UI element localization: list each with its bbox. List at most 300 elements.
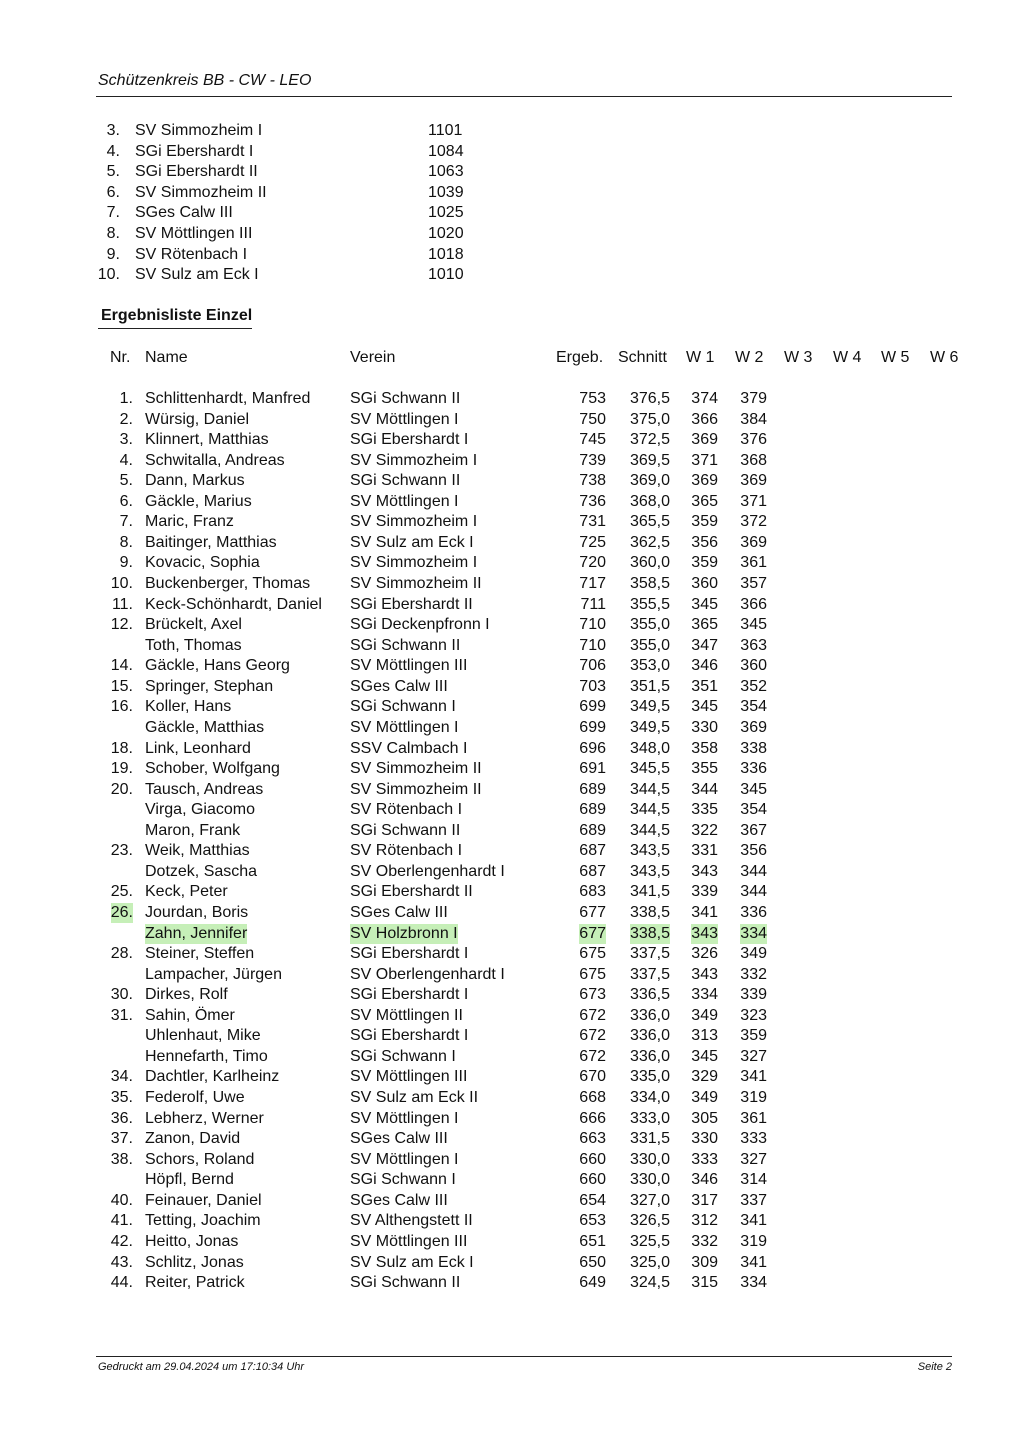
rank-cell: 37. (110, 1130, 133, 1148)
result-cell: 677 (579, 924, 606, 942)
club-cell: SGi Schwann II (350, 472, 461, 490)
w2-cell: 345 (740, 780, 767, 798)
club-cell: SV Möttlingen III (350, 1232, 468, 1250)
w2-cell: 327 (740, 1047, 767, 1065)
rank-cell: 40. (110, 1191, 133, 1209)
rank-cell: 14. (110, 657, 133, 675)
rank-cell: 4. (119, 451, 133, 469)
name-cell: Gäckle, Marius (145, 492, 252, 510)
result-cell: 710 (579, 636, 606, 654)
w2-cell: 359 (740, 1027, 767, 1045)
table-row (0, 1211, 1024, 1231)
team-score: 1084 (428, 142, 464, 160)
w2-cell: 354 (740, 801, 767, 819)
w1-cell: 349 (691, 1089, 718, 1107)
rank-cell: 43. (110, 1253, 133, 1271)
name-cell: Maron, Frank (145, 821, 241, 839)
name-cell: Lampacher, Jürgen (145, 965, 282, 983)
club-cell: SV Simmozheim II (350, 760, 482, 778)
average-cell: 355,0 (629, 616, 670, 634)
rank-cell: 36. (110, 1109, 133, 1127)
w1-cell: 330 (691, 1130, 718, 1148)
w2-cell: 319 (740, 1089, 767, 1107)
w1-cell: 313 (691, 1027, 718, 1045)
name-cell: Virga, Giacomo (145, 801, 255, 819)
w1-cell: 333 (691, 1150, 718, 1168)
result-cell: 689 (579, 801, 606, 819)
w1-cell: 365 (691, 492, 718, 510)
average-cell: 349,5 (629, 718, 670, 736)
average-cell: 344,5 (629, 780, 670, 798)
w1-cell: 351 (691, 677, 718, 695)
average-cell: 365,5 (629, 513, 670, 531)
club-cell: SGi Ebershardt I (350, 986, 469, 1004)
table-row (0, 1191, 1024, 1211)
team-rank: 6. (106, 183, 120, 201)
w2-cell: 345 (740, 616, 767, 634)
w2-cell: 319 (740, 1232, 767, 1250)
table-row (0, 553, 1024, 573)
name-cell: Tausch, Andreas (145, 780, 264, 798)
result-cell: 691 (579, 760, 606, 778)
table-row (0, 924, 1024, 944)
name-cell: Uhlenhaut, Mike (145, 1027, 261, 1045)
result-cell: 651 (579, 1232, 606, 1250)
w1-cell: 365 (691, 616, 718, 634)
table-row (0, 512, 1024, 532)
average-cell: 326,5 (629, 1212, 670, 1230)
w2-cell: 336 (740, 904, 767, 921)
result-cell: 654 (579, 1191, 606, 1209)
table-row (0, 1067, 1024, 1087)
result-cell: 720 (579, 554, 606, 572)
w2-cell: 369 (740, 472, 767, 490)
average-cell: 327,0 (629, 1191, 670, 1209)
rank-cell: 11. (111, 595, 133, 613)
section-underline (98, 328, 252, 329)
name-cell: Springer, Stephan (145, 677, 274, 695)
result-cell: 689 (579, 821, 606, 839)
rank-cell: 9. (119, 554, 133, 572)
result-cell: 736 (579, 492, 606, 510)
w2-cell: 336 (740, 760, 767, 778)
rank-cell: 12. (110, 616, 133, 634)
w2-cell: 341 (740, 1253, 767, 1271)
column-headers (0, 348, 1024, 368)
result-cell: 675 (579, 945, 606, 963)
rank-cell: 30. (110, 986, 133, 1004)
w1-cell: 346 (691, 1171, 718, 1189)
rank-cell: 19. (110, 760, 133, 778)
average-cell: 337,5 (629, 945, 670, 963)
table-row (0, 862, 1024, 882)
name-cell: Gäckle, Matthias (145, 718, 265, 736)
rank-cell: 31. (110, 1006, 133, 1024)
team-score: 1063 (428, 163, 464, 181)
w1-cell: 346 (691, 657, 718, 675)
col-header-w1: W 1 (686, 349, 715, 366)
w1-cell: 326 (691, 945, 718, 963)
col-header-w6: W 6 (930, 349, 959, 366)
average-cell: 344,5 (629, 821, 670, 839)
average-cell: 344,5 (629, 801, 670, 819)
team-name: SGi Ebershardt I (135, 142, 254, 160)
average-cell: 372,5 (629, 431, 670, 449)
club-cell: SGi Schwann II (350, 1274, 461, 1292)
average-cell: 336,0 (629, 1027, 670, 1045)
average-cell: 336,5 (629, 986, 670, 1004)
average-cell: 343,5 (629, 842, 670, 860)
name-cell: Sahin, Ömer (145, 1006, 235, 1024)
rank-cell: 7. (119, 513, 133, 531)
table-row (0, 1088, 1024, 1108)
w1-cell: 371 (691, 451, 718, 469)
rank-cell: 26. (110, 904, 133, 921)
w1-cell: 305 (691, 1109, 718, 1127)
w1-cell: 330 (691, 718, 718, 736)
w1-cell: 334 (691, 986, 718, 1004)
average-cell: 358,5 (629, 575, 670, 593)
table-row (0, 1232, 1024, 1252)
w2-cell: 337 (740, 1191, 767, 1209)
name-cell: Feinauer, Daniel (145, 1191, 262, 1209)
w2-cell: 323 (740, 1006, 767, 1024)
w2-cell: 333 (740, 1130, 767, 1148)
average-cell: 330,0 (629, 1171, 670, 1189)
club-cell: SV Simmozheim II (350, 575, 482, 593)
rank-cell: 34. (110, 1068, 133, 1086)
team-rank: 5. (106, 163, 120, 181)
name-cell: Höpfl, Bernd (145, 1171, 234, 1189)
name-cell: Weik, Matthias (145, 842, 250, 860)
result-cell: 683 (579, 883, 606, 901)
result-cell: 706 (579, 657, 606, 675)
result-cell: 650 (579, 1253, 606, 1271)
w1-cell: 359 (691, 554, 718, 572)
average-cell: 324,5 (629, 1274, 670, 1292)
club-cell: SGes Calw III (350, 1191, 448, 1209)
name-cell: Buckenberger, Thomas (145, 575, 311, 593)
name-cell: Zahn, Jennifer (145, 924, 248, 942)
w1-cell: 345 (691, 698, 718, 716)
col-header-nr: Nr. (110, 349, 131, 366)
club-cell: SV Althengstett II (350, 1212, 473, 1230)
name-cell: Baitinger, Matthias (145, 533, 277, 551)
result-cell: 660 (579, 1150, 606, 1168)
col-header-name: Name (145, 349, 188, 366)
average-cell: 348,0 (629, 739, 670, 757)
name-cell: Brückelt, Axel (145, 616, 242, 634)
w1-cell: 343 (691, 965, 718, 983)
w1-cell: 355 (691, 760, 718, 778)
name-cell: Kovacic, Sophia (145, 554, 260, 572)
rank-cell: 44. (110, 1274, 133, 1292)
club-cell: SV Oberlengenhardt I (350, 965, 505, 983)
w2-cell: 357 (740, 575, 767, 593)
average-cell: 351,5 (629, 677, 670, 695)
w1-cell: 322 (691, 821, 718, 839)
name-cell: Zanon, David (145, 1130, 241, 1148)
team-row (0, 224, 1024, 244)
club-cell: SV Rötenbach I (350, 842, 463, 860)
average-cell: 375,0 (629, 410, 670, 428)
w1-cell: 359 (691, 513, 718, 531)
club-cell: SV Möttlingen II (350, 1006, 463, 1024)
name-cell: Heitto, Jonas (145, 1232, 239, 1250)
club-cell: SGi Schwann I (350, 1047, 456, 1065)
team-row (0, 245, 1024, 265)
table-row (0, 451, 1024, 471)
result-cell: 649 (579, 1274, 606, 1292)
w2-cell: 314 (740, 1171, 767, 1189)
club-cell: SGi Ebershardt II (350, 595, 473, 613)
rank-cell: 35. (110, 1089, 133, 1107)
result-cell: 738 (579, 472, 606, 490)
result-cell: 653 (579, 1212, 606, 1230)
rank-cell: 5. (119, 472, 133, 490)
name-cell: Dachtler, Karlheinz (145, 1068, 280, 1086)
result-cell: 668 (579, 1089, 606, 1107)
col-header-w4: W 4 (833, 349, 862, 366)
result-cell: 703 (579, 677, 606, 695)
w2-cell: 327 (740, 1150, 767, 1168)
team-score: 1039 (428, 183, 464, 201)
w1-cell: 344 (691, 780, 718, 798)
w1-cell: 369 (691, 472, 718, 490)
w1-cell: 356 (691, 533, 718, 551)
result-cell: 687 (579, 842, 606, 860)
w1-cell: 360 (691, 575, 718, 593)
rank-cell: 1. (119, 390, 133, 407)
average-cell: 345,5 (629, 760, 670, 778)
table-row (0, 985, 1024, 1005)
w1-cell: 332 (691, 1232, 718, 1250)
average-cell: 331,5 (629, 1130, 670, 1148)
rank-cell: 2. (119, 410, 133, 428)
name-cell: Toth, Thomas (145, 636, 242, 654)
w2-cell: 338 (740, 739, 767, 757)
w2-cell: 334 (740, 924, 767, 942)
team-name: SV Simmozheim II (135, 183, 267, 201)
col-header-schnitt: Schnitt (618, 349, 667, 366)
table-row (0, 471, 1024, 491)
club-cell: SGi Ebershardt II (350, 883, 473, 901)
table-row (0, 1006, 1024, 1026)
name-cell: Schors, Roland (145, 1150, 255, 1168)
w2-cell: 379 (740, 390, 767, 407)
col-header-w2: W 2 (735, 349, 764, 366)
average-cell: 355,5 (629, 595, 670, 613)
result-cell: 699 (579, 718, 606, 736)
club-cell: SV Sulz am Eck II (350, 1089, 479, 1107)
team-row (0, 142, 1024, 162)
club-cell: SGes Calw III (350, 677, 448, 695)
average-cell: 337,5 (629, 965, 670, 983)
name-cell: Schober, Wolfgang (145, 760, 280, 778)
result-cell: 696 (579, 739, 606, 757)
club-cell: SGes Calw III (350, 904, 448, 921)
team-rank: 3. (106, 122, 120, 139)
w2-cell: 341 (740, 1212, 767, 1230)
name-cell: Dotzek, Sascha (145, 862, 258, 880)
result-cell: 710 (579, 616, 606, 634)
rank-cell: 41. (110, 1212, 133, 1230)
club-cell: SV Möttlingen I (350, 1150, 459, 1168)
name-cell: Keck-Schönhardt, Daniel (145, 595, 322, 613)
table-row (0, 739, 1024, 759)
team-score: 1018 (428, 245, 464, 263)
rank-cell: 28. (110, 945, 133, 963)
team-name: SV Rötenbach I (135, 245, 248, 263)
table-row (0, 821, 1024, 841)
name-cell: Gäckle, Hans Georg (145, 657, 290, 675)
w1-cell: 329 (691, 1068, 718, 1086)
club-cell: SV Simmozheim I (350, 451, 478, 469)
rank-cell: 25. (110, 883, 133, 901)
average-cell: 335,0 (629, 1068, 670, 1086)
w2-cell: 361 (740, 1109, 767, 1127)
club-cell: SV Simmozheim I (350, 554, 478, 572)
table-row (0, 656, 1024, 676)
average-cell: 368,0 (629, 492, 670, 510)
average-cell: 325,5 (629, 1232, 670, 1250)
team-name: SV Möttlingen III (135, 225, 253, 242)
rank-cell: 16. (110, 698, 133, 716)
average-cell: 369,0 (629, 472, 670, 490)
result-cell: 660 (579, 1171, 606, 1189)
team-name: SGes Calw III (135, 204, 233, 222)
result-cell: 666 (579, 1109, 606, 1127)
rank-cell: 42. (110, 1232, 133, 1250)
w1-cell: 339 (691, 883, 718, 901)
result-cell: 687 (579, 862, 606, 880)
name-cell: Klinnert, Matthias (145, 431, 269, 449)
team-rank: 10. (97, 266, 120, 284)
w1-cell: 366 (691, 410, 718, 428)
table-row (0, 389, 1024, 409)
table-row (0, 718, 1024, 738)
table-row (0, 492, 1024, 512)
table-row (0, 882, 1024, 902)
average-cell: 343,5 (629, 862, 670, 880)
average-cell: 338,5 (629, 924, 670, 942)
result-cell: 711 (580, 595, 606, 613)
w1-cell: 369 (691, 431, 718, 449)
w2-cell: 372 (740, 513, 767, 531)
average-cell: 341,5 (629, 883, 670, 901)
club-cell: SV Simmozheim II (350, 780, 482, 798)
w2-cell: 384 (740, 410, 767, 428)
average-cell: 338,5 (629, 904, 670, 921)
w2-cell: 352 (740, 677, 767, 695)
result-cell: 672 (579, 1027, 606, 1045)
w1-cell: 309 (691, 1253, 718, 1271)
name-cell: Lebherz, Werner (145, 1109, 264, 1127)
club-cell: SV Sulz am Eck I (350, 1253, 474, 1271)
club-cell: SGi Ebershardt I (350, 945, 469, 963)
w2-cell: 349 (740, 945, 767, 963)
name-cell: Schlittenhardt, Manfred (145, 390, 311, 407)
table-row (0, 1026, 1024, 1046)
average-cell: 349,5 (629, 698, 670, 716)
table-row (0, 1109, 1024, 1129)
result-cell: 750 (579, 410, 606, 428)
club-cell: SV Sulz am Eck I (350, 533, 474, 551)
result-cell: 675 (579, 965, 606, 983)
rank-cell: 6. (119, 492, 133, 510)
result-cell: 677 (579, 904, 606, 921)
w1-cell: 347 (691, 636, 718, 654)
name-cell: Schwitalla, Andreas (145, 451, 285, 469)
section-title: Ergebnisliste Einzel (101, 307, 253, 324)
team-name: SV Sulz am Eck I (135, 266, 259, 284)
result-cell: 673 (579, 986, 606, 1004)
table-row (0, 780, 1024, 800)
w2-cell: 367 (740, 821, 767, 839)
col-header-w5: W 5 (881, 349, 910, 366)
name-cell: Maric, Franz (145, 513, 234, 531)
result-cell: 699 (579, 698, 606, 716)
print-timestamp: Gedruckt am 29.04.2024 um 17:10:34 Uhr (98, 1361, 305, 1373)
result-cell: 745 (579, 431, 606, 449)
rank-cell: 3. (119, 431, 133, 449)
name-cell: Federolf, Uwe (145, 1089, 245, 1107)
club-cell: SGi Schwann I (350, 698, 456, 716)
w1-cell: 315 (691, 1274, 718, 1292)
w2-cell: 332 (740, 965, 767, 983)
table-row (0, 1047, 1024, 1067)
table-row (0, 1170, 1024, 1190)
club-cell: SGi Schwann II (350, 636, 461, 654)
club-cell: SGi Schwann II (350, 821, 461, 839)
w2-cell: 334 (740, 1274, 767, 1292)
club-cell: SGi Schwann II (350, 390, 461, 407)
w1-cell: 341 (691, 904, 718, 921)
table-row (0, 430, 1024, 450)
rank-cell: 18. (110, 739, 133, 757)
page-title: Schützenkreis BB - CW - LEO (98, 72, 312, 89)
w2-cell: 354 (740, 698, 767, 716)
col-header-club: Verein (350, 349, 396, 366)
w2-cell: 369 (740, 533, 767, 551)
club-cell: SV Holzbronn I (350, 924, 458, 942)
average-cell: 360,0 (629, 554, 670, 572)
team-row (0, 183, 1024, 203)
w2-cell: 344 (740, 883, 767, 901)
club-cell: SV Simmozheim I (350, 513, 478, 531)
table-row (0, 1253, 1024, 1273)
result-cell: 731 (579, 513, 606, 531)
average-cell: 355,0 (629, 636, 670, 654)
club-cell: SV Möttlingen I (350, 410, 459, 428)
w1-cell: 374 (691, 390, 718, 407)
team-rank: 7. (106, 204, 120, 222)
w1-cell: 343 (691, 862, 718, 880)
average-cell: 325,0 (629, 1253, 670, 1271)
table-row (0, 574, 1024, 594)
table-row (0, 533, 1024, 553)
col-header-ergeb: Ergeb. (556, 349, 604, 366)
result-cell: 753 (579, 390, 606, 407)
result-cell: 670 (579, 1068, 606, 1086)
team-rank: 4. (106, 142, 120, 160)
club-cell: SV Möttlingen I (350, 718, 459, 736)
result-cell: 739 (579, 451, 606, 469)
table-row (0, 615, 1024, 635)
rank-cell: 20. (110, 780, 133, 798)
footer-divider (96, 1356, 952, 1357)
team-score: 1101 (428, 122, 463, 139)
